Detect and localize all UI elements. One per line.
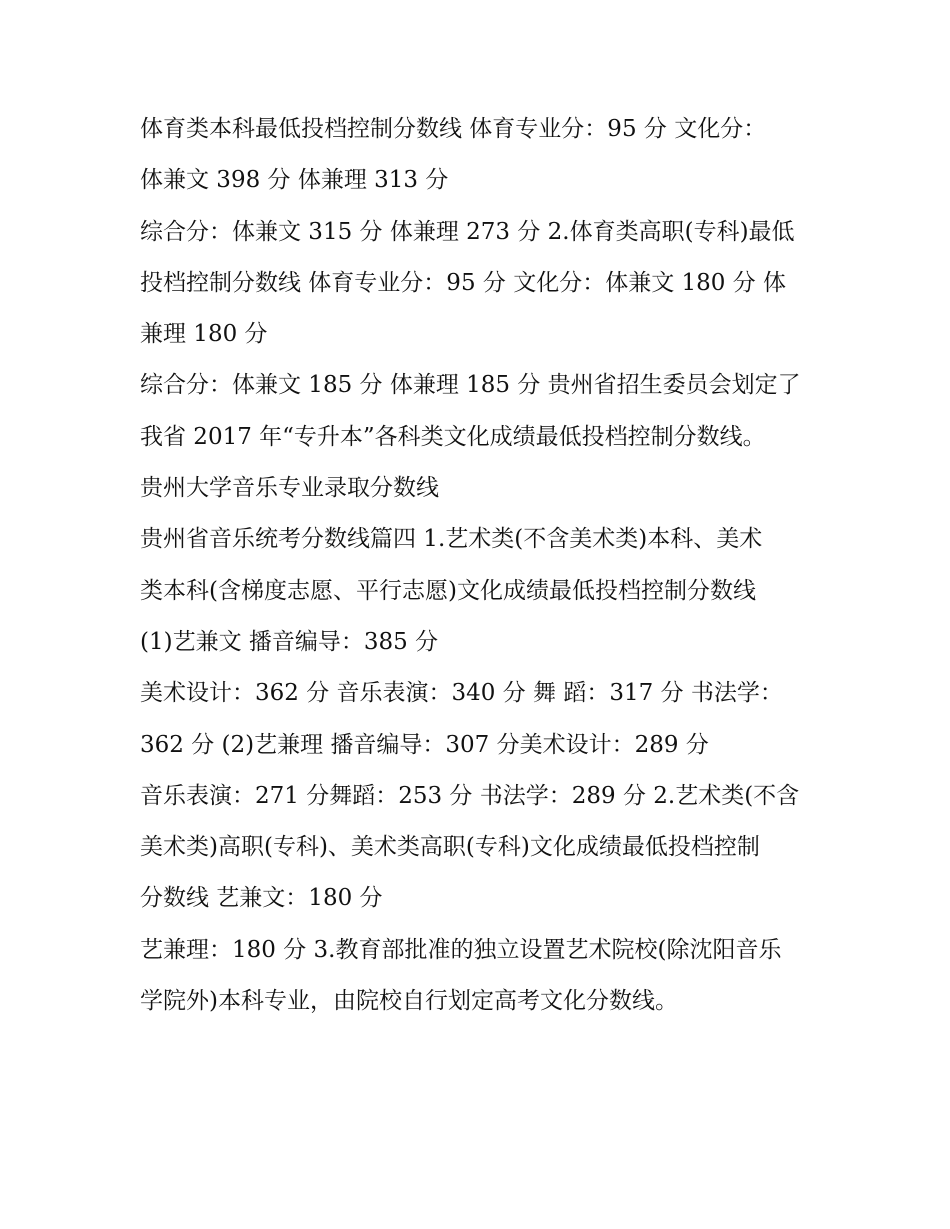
text-line: 分数线 艺兼文：180 分 (140, 885, 383, 912)
text-line: 我省 2017 年“专升本”各科类文化成绩最低投档控制分数线。 (140, 423, 766, 450)
text-line: 贵州省音乐统考分数线篇四 1.艺术类(不含美术类)本科、美术 (140, 526, 763, 553)
text-line: 美术类)高职(专科)、美术类高职(专科)文化成绩最低投档控制 (140, 834, 760, 861)
text-line: 音乐表演：271 分舞蹈：253 分 书法学：289 分 2.艺术类(不含 (140, 782, 800, 809)
text-line: 艺兼理：180 分 3.教育部批准的独立设置艺术院校(除沈阳音乐 (140, 936, 782, 963)
text-line: (1)艺兼文 播音编导：385 分 (140, 628, 439, 655)
text-line: 兼理 180 分 (140, 321, 268, 348)
text-line: 体育类本科最低投档控制分数线 体育专业分：95 分 文化分： (140, 116, 767, 142)
text-line: 美术设计：362 分 音乐表演：340 分 舞 蹈：317 分 书法学： (140, 680, 783, 707)
text-line: 学院外)本科专业，由院校自行划定高考文化分数线。 (140, 988, 678, 1015)
document-body (140, 104, 820, 1027)
section-heading: 贵州大学音乐专业录取分数线 (140, 475, 439, 502)
text-line: 362 分 (2)艺兼理 播音编导：307 分美术设计：289 分 (140, 731, 709, 758)
text-line: 体兼文 398 分 体兼理 313 分 (140, 167, 449, 194)
text-line: 类本科(含梯度志愿、平行志愿)文化成绩最低投档控制分数线 (140, 577, 756, 604)
text-line: 综合分：体兼文 185 分 体兼理 185 分 贵州省招生委员会划定了 (140, 372, 801, 399)
text-line: 投档控制分数线 体育专业分：95 分 文化分：体兼文 180 分 体 (140, 269, 787, 296)
text-line: 综合分：体兼文 315 分 体兼理 273 分 2.体育类高职(专科)最低 (140, 218, 795, 245)
